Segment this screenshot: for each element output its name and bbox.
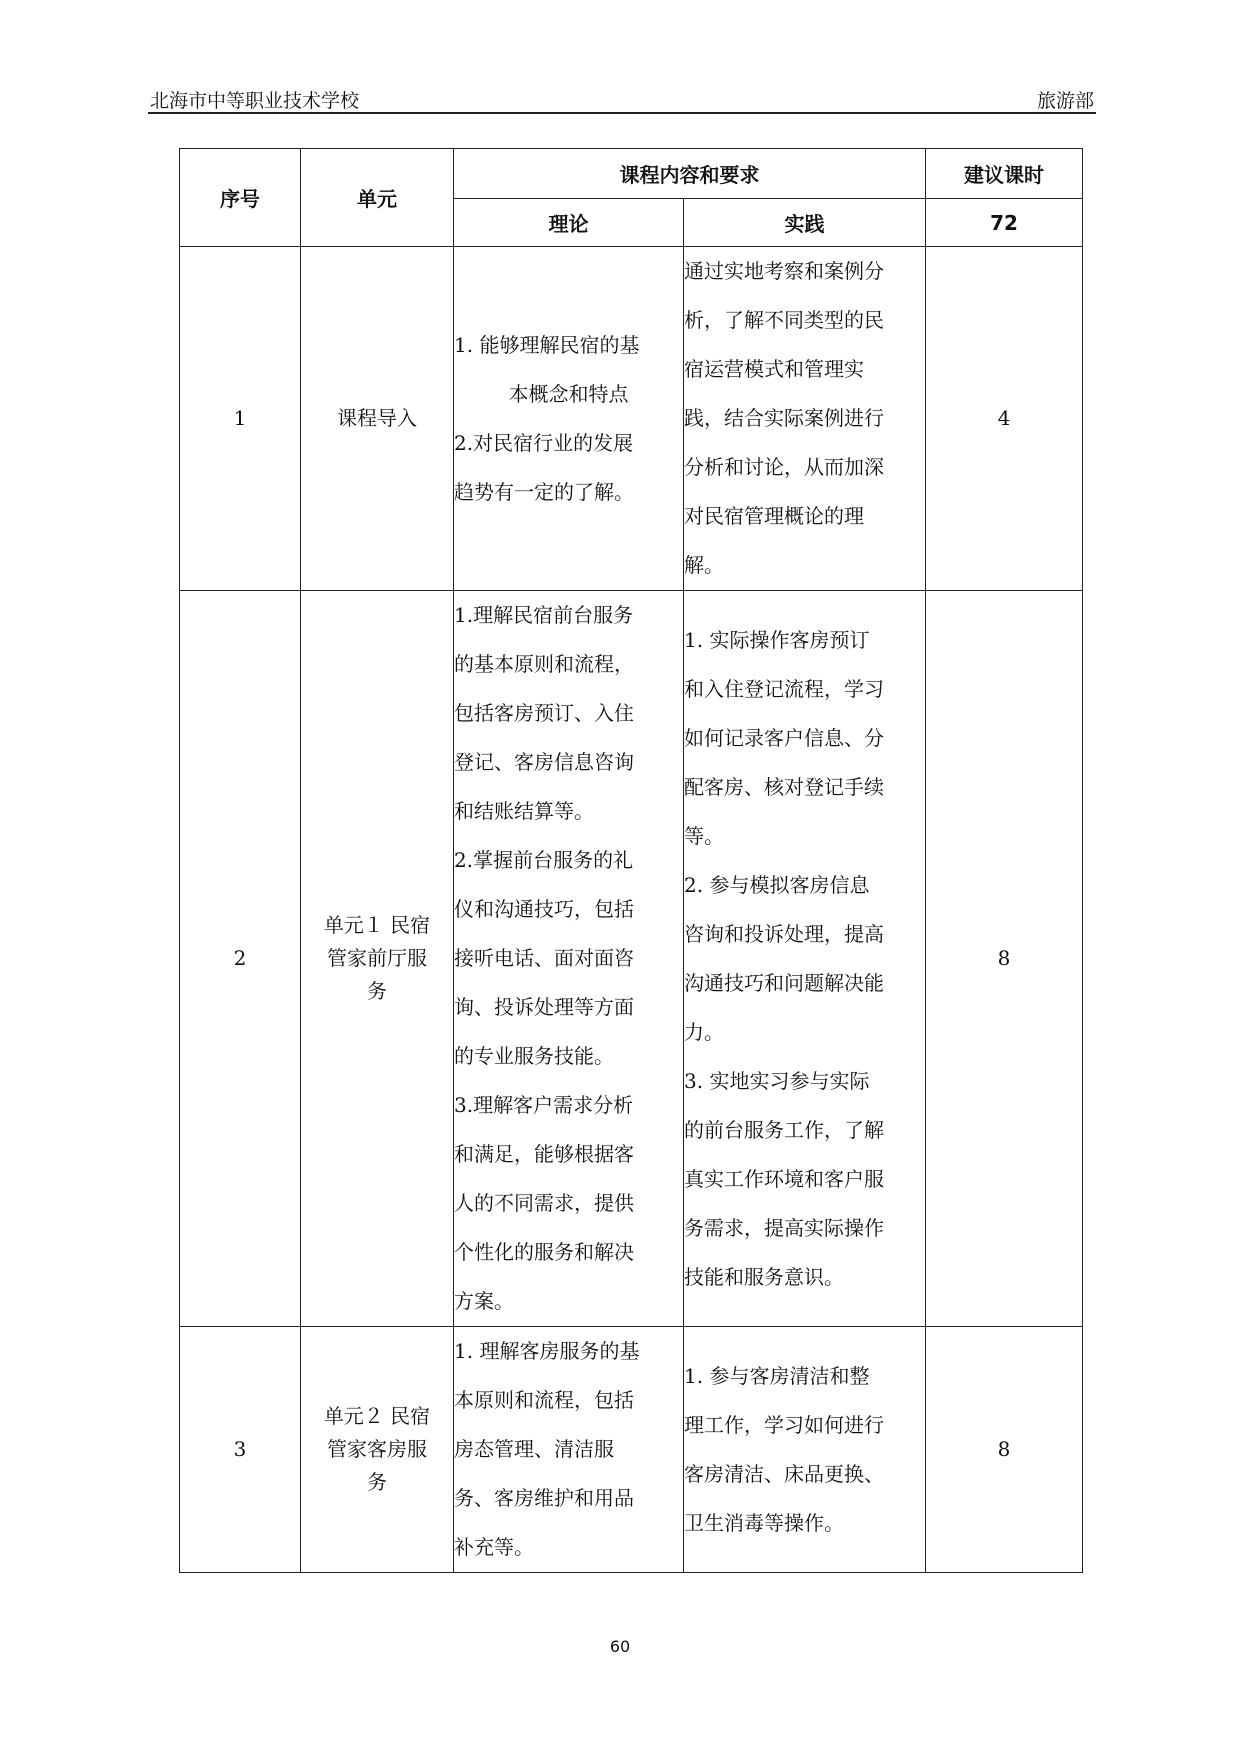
practice-line: 宿运营模式和管理实: [684, 357, 864, 381]
unit-line: 务: [367, 1470, 387, 1494]
practice-line: 咨询和投诉处理，提高: [684, 921, 884, 946]
row-unit: [301, 1327, 454, 1573]
practice-line: 等。: [684, 823, 724, 848]
header-content: 课程内容和要求: [454, 149, 926, 199]
practice-line: 1. 参与客房清洁和整: [684, 1363, 870, 1388]
header-unit: 单元: [301, 149, 454, 247]
practice-line: 如何记录客户信息、分: [684, 725, 884, 750]
row-practice: [684, 247, 926, 591]
practice-line: 解。: [684, 553, 724, 577]
row-unit: 课程导入: [301, 247, 454, 591]
header-total-hours: 72: [926, 199, 1083, 247]
theory-line: 和满足，能够根据客: [454, 1142, 634, 1166]
practice-line: 卫生消毒等操作。: [684, 1510, 844, 1535]
row-seq: 1: [180, 247, 301, 591]
theory-line: 的专业服务技能。: [454, 1044, 614, 1068]
row-seq: 2: [180, 591, 301, 1327]
unit-line: 单元２ 民宿: [323, 1404, 431, 1428]
theory-line: 本概念和特点: [508, 381, 629, 406]
header-theory: 理论: [454, 199, 684, 247]
practice-line: 配客房、核对登记手续: [684, 774, 884, 799]
theory-line: 接听电话、面对面咨: [454, 946, 634, 970]
theory-line: 登记、客房信息咨询: [454, 750, 634, 774]
practice-line: 析，了解不同类型的民: [684, 308, 884, 332]
practice-line: 1. 实际操作客房预订: [684, 627, 870, 652]
theory-line: 2.掌握前台服务的礼: [454, 848, 634, 872]
theory-line: 方案。: [454, 1289, 514, 1313]
practice-line: 技能和服务意识。: [684, 1264, 844, 1289]
practice-line: 理工作，学习如何进行: [684, 1412, 884, 1437]
practice-line: 对民宿管理概论的理: [684, 504, 864, 528]
theory-line: 仪和沟通技巧，包括: [454, 897, 634, 921]
department-name: 旅游部: [1036, 90, 1094, 112]
table-row: [180, 1327, 1083, 1573]
row-theory: [454, 247, 684, 591]
practice-line: 和入住登记流程，学习: [684, 676, 884, 701]
unit-line: 管家客房服: [327, 1437, 427, 1461]
theory-line: 3.理解客户需求分析: [454, 1093, 634, 1117]
practice-line: 沟通技巧和问题解决能: [684, 970, 884, 995]
row-hours: 8: [926, 591, 1083, 1327]
theory-line: 趋势有一定的了解。: [454, 479, 634, 504]
theory-line: 本原则和流程，包括: [454, 1388, 634, 1412]
theory-line: 个性化的服务和解决: [454, 1240, 634, 1264]
practice-line: 3. 实地实习参与实际: [684, 1068, 870, 1093]
unit-line: 管家前厅服: [327, 946, 427, 970]
theory-line: 1. 能够理解民宿的基: [454, 332, 640, 357]
row-theory: [454, 1327, 684, 1573]
row-hours: 4: [926, 247, 1083, 591]
unit-line: 务: [367, 979, 387, 1003]
row-hours: 8: [926, 1327, 1083, 1573]
practice-line: 2. 参与模拟客房信息: [684, 872, 870, 897]
header-seq: 序号: [180, 149, 301, 247]
practice-line: 务需求，提高实际操作: [684, 1215, 884, 1240]
row-practice: [684, 1327, 926, 1573]
table-row: [180, 247, 1083, 591]
header-practice: 实践: [684, 199, 926, 247]
practice-line: 通过实地考察和案例分: [684, 259, 884, 283]
theory-line: 和结账结算等。: [454, 799, 594, 823]
practice-line: 力。: [684, 1019, 724, 1044]
table-header-row: [180, 149, 1083, 199]
theory-line: 2.对民宿行业的发展: [454, 430, 634, 455]
theory-line: 1.理解民宿前台服务: [454, 603, 634, 627]
theory-line: 询、投诉处理等方面: [454, 995, 634, 1019]
row-unit: [301, 591, 454, 1327]
practice-line: 的前台服务工作，了解: [684, 1117, 884, 1142]
theory-line: 人的不同需求，提供: [454, 1191, 634, 1215]
theory-line: 1. 理解客房服务的基: [454, 1339, 640, 1363]
table-row: [180, 591, 1083, 1327]
theory-line: 的基本原则和流程，: [454, 652, 634, 676]
theory-line: 补充等。: [454, 1535, 534, 1559]
row-seq: 3: [180, 1327, 301, 1573]
header-hours: 建议课时: [926, 149, 1083, 199]
practice-line: 分析和讨论，从而加深: [684, 455, 884, 479]
practice-line: 真实工作环境和客户服: [684, 1166, 884, 1191]
row-practice: [684, 591, 926, 1327]
theory-line: 房态管理、清洁服: [454, 1437, 614, 1461]
theory-line: 包括客房预订、入住: [454, 701, 634, 725]
practice-line: 客房清洁、床品更换、: [684, 1461, 884, 1486]
course-table: [179, 148, 1083, 1573]
school-name: 北海市中等职业技术学校: [150, 90, 360, 112]
row-theory: [454, 591, 684, 1327]
unit-line: 单元１ 民宿: [323, 913, 431, 937]
theory-line: 务、客房维护和用品: [454, 1486, 634, 1510]
page-number: 60: [609, 1637, 631, 1656]
page-header: [148, 86, 1096, 114]
practice-line: 践，结合实际案例进行: [684, 406, 884, 430]
